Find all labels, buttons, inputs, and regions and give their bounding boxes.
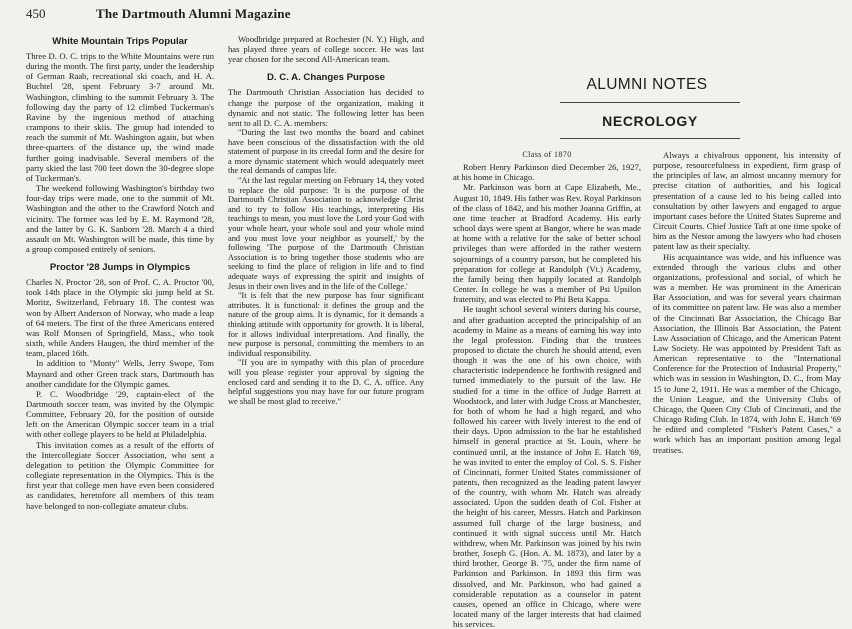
article-quote-paragraph: "It is felt that the new purpose has four significant attributes. It is functional: it defines the group and the nature of the group aims. It is dynamic, for it demands a thinking attitude with opportunity for growth. It is liberal, for it allows individual interpretations. And finally, the new purpose is personal, committing the members to an individual responsibility. [228, 291, 424, 358]
right-column-2 [653, 150, 841, 455]
article-quote-paragraph: "If you are in sympathy with this plan of procedure will you please register your approval by signing the enclosed card and sending it to the D. C. A. office. Any helpful suggestions you may have for our future program we shall be most glad to receive." [228, 358, 424, 406]
article-paragraph: P. C. Woodbridge '29, captain-elect of the Dartmouth soccer team, was invited by the Olympic Committee, February 20, for the position of outside left on the American Olympic soccer team in a trial with other college players to be held at Philadelphia. [26, 388, 214, 440]
obituary-paragraph: Mr. Parkinson was born at Cape Elizabeth, Me., August 10, 1849. His father was Rev. Royal Parkinson of the class of 1842, and his mother Joanna Griffin, at one time teacher at Bradford Academy. His early school days were spent at Bangor, where he was made at home with a relative for the sake of better school privileges than were afforded in the rather western sojournings of a country parson, but he completed his preparation for college at Randolph (Vt.) Academy, the family being then happily located at Randolph Center. In college he was a member of Psi Upsilon fraternity, and was elected to Phi Beta Kappa. [453, 182, 641, 305]
article-paragraph: Three D. O. C. trips to the White Mountains were run during the month. The first party, under the leadership of German Raab, recreational ski coach, and H. A. Buchtel '28, spent February 3-7 around Mt. Washington, climbing to the summit February 3. The following day the party of 12 climbed Tuckerman's Ravine by the ingenious method of attaching crampons to their skiis. The group had intended to reach the summit of Mt. Washington again, but when three-quarters of the distance up, the wind made further going inadvisable. Several members of the party skied the last 700 feet down the 30-degree slope of Tuckerman's. [26, 51, 214, 183]
obituary-paragraph: Robert Henry Parkinson died December 26, 1927, at his home in Chicago. [453, 162, 641, 183]
obituary-paragraph: He taught school several winters during his course, and after graduation accepted the principalship of an academy in Maine as a means of earning his way into the legal profession. Finding that the trustees proposed to dictate the church he should attend, even though it was the one of his own choice, with characteristic independence he forthwith resigned and turned immediately to the pursuit of the law. He studied for a time in the office of Judge Barrett at Woodstock, and later with Judge Cross at Manchester, for both of whom he had a high regard, and who followed his career with lively interest to the end of their days. Upon admission to the bar he established himself in general practice at St. Louis, where he continued until, at the instance of John E. Hatch '69, he was invited to enter the employ of Col. S. S. Fisher of Cincinnati, former United States commissioner of patents, then recognized as the leading patent lawyer of the country, with whom Mr. Hatch was already associated. Upon the sudden death of Col. Fisher at the height of his career, Messrs. Hatch and Parkinson assumed full charge of the large business, and continued it with signal success until Mr. Hatch withdrew, when Mr. Parkinson was joined by his twin brother, Joseph G. (Hon. A. M. 1873), and later by a third brother, George B. '75, under the firm name of Parkinson and Parkinson. In 1893 this firm was dissolved, and Mr. Parkinson, who had gained a considerable reputation as a counselor in patent causes, opened an office in Chicago, where were located many of the larger interests that had claimed his services. [453, 304, 641, 629]
right-column-1 [453, 150, 641, 629]
article-quote-paragraph: "At the last regular meeting on February 14, they voted to replace the old purpose: 'It is the purpose of the Dartmouth Christian Association to acknowledge Christ and to try to follow His teachings, interpreting His teachings to mean, you must love the Lord your God with your whole heart, your whole soul and your whole mind and you must love your neighbor as yourself,' by the following 'The purpose of the Dartmouth Christian Association is to bring together those students who are seeking to find the place of religion in life and to find adequate ways of expressing the spirit and insights of Jesus in their own lives and in the life of the College.' [228, 176, 424, 291]
page-header [26, 6, 421, 22]
page-number: 450 [26, 6, 46, 21]
article-paragraph: Woodbridge prepared at Rochester (N. Y.) High, and has played three years of college soccer. He was last year chosen for the second All-American team. [228, 34, 424, 65]
section-divider [560, 138, 740, 139]
article-paragraph: The weekend following Washington's birthday two four-day trips were made, one to the summit of Mt. Washington and the other to the Crawford Notch and vicinity. The former was led by E. M. Raymond '28, and the latter by G. K. Sanborn '28. March 4 a third assault on Mt. Washington will be made, this time by a group composed entirely of seniors. [26, 183, 214, 254]
subsection-title-necrology: NECROLOGY [602, 113, 698, 129]
article-title-dca: D. C. A. Changes Purpose [267, 72, 385, 84]
magazine-title: The Dartmouth Alumni Magazine [96, 6, 291, 21]
section-divider [560, 102, 740, 103]
article-title-proctor: Proctor '28 Jumps in Olympics [49, 262, 191, 274]
article-quote-paragraph: "During the last two months the board and cabinet have been conscious of the dissatisfaction with the old statement of purpose in its creedal form and the desire for a more dynamic statement which would adequately meet the real demands of campus life. [228, 128, 424, 176]
article-paragraph: In addition to "Monty" Wells, Jerry Swope, Tom Maynard and other Green track stars, Dartmouth has another candidate for the Olympic games. [26, 358, 214, 389]
article-title-white-mountain: White Mountain Trips Popular [52, 36, 188, 47]
section-title-alumni-notes: ALUMNI NOTES [586, 76, 708, 93]
article-paragraph: This invitation comes as a result of the efforts of the Intercollegiate Soccer Association, who sent a delegation to petition the Olympic Committee for collegiate representation in the Olympics. This is the first year that college men have even been considered as candidates, heretofore all members of this team have belonged to non-collegiate amateur clubs. [26, 439, 214, 511]
class-heading: Class of 1870 [522, 150, 572, 159]
article-paragraph: The Dartmouth Christian Association has decided to change the purpose of the organization, making it dynamic and not static. The following letter has been sent to all D. C. A. members: [228, 87, 424, 128]
left-column-1 [26, 34, 214, 511]
obituary-paragraph: Always a chivalrous opponent, his intensity of purpose, resourcefulness in expedient, firm grasp of the principles of law, an almost uncanny memory for precise citation of authorities, and his logical presentation of a cause led to his being called into consultation by other lawyers and engaged to argue important cases before the United States Supreme and Circuit Courts. Chief Justice Taft at one time spoke of him as the Nestor among the lawyers who had chosen patent law as their specialty. [653, 150, 841, 252]
left-column-2 [228, 34, 424, 406]
article-paragraph: Charles N. Proctor '28, son of Prof. C. A. Proctor '00, took 14th place in the Olympic ski jump held at St. Moritz, Switzerland, February 18. The contest was won by Albert Anderson of Norway, who made a leap of 64 meters. The first of the three Americans entered was Rolf Monsen of Springfield, Mass., who took sixth, while Anders Haugen, the third member of the team, placed 16th. [26, 277, 214, 359]
obituary-paragraph: His acquaintance was wide, and his influence was extended through the various clubs and other organizations, professional and social, of which he was a member. He was prominent in the American Bar Association, and was for several years chairman of its committee on patent law. He was also a member of the Cincinnati Bar Association, the Chicago Bar Association, the Illinois Bar Association, the Patent Law Association of Chicago, and the American Patent Law Society. He was appointed by President Taft as American representative to the "International Conference for the Protection of Industrial Property," which was in session in Washington, D. C., from May 15 to June 2, 1911. He was a member of the Chicago, the Union League, and the University Clubs of Chicago, the Queen City Club of Cincinnati, and the Chicago Riding Club. In 1874, with John E. Hatch '69 he edited and completed "Fisher's Patent Cases," a work which has an important position among legal treatises. [653, 251, 841, 455]
